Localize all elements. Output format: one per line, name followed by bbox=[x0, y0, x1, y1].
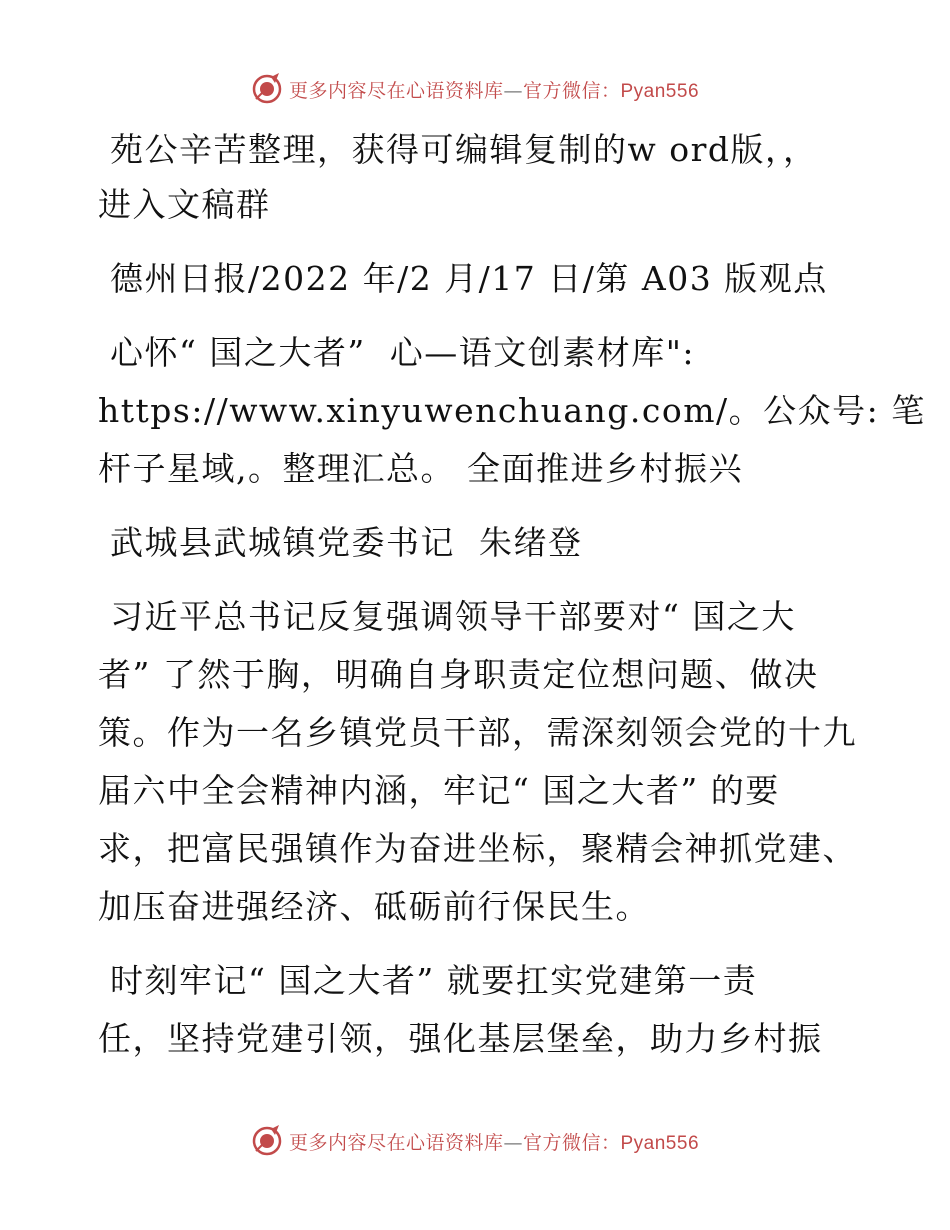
paragraph-1-line-6: 加压奋进强经济、砥砺前行保民生。 bbox=[98, 887, 650, 926]
watermark-text bbox=[289, 76, 699, 103]
body-line-2: 进入文稿群 bbox=[98, 185, 271, 224]
watermark-wechat-label: 官方微信： bbox=[522, 1131, 621, 1154]
paragraph-1-line-3: 策。作为一名乡镇党员干部，需深刻领会党的十九 bbox=[98, 713, 857, 752]
paragraph-1-line-4: 届六中全会精神内涵，牢记“ 国之大者” 的要 bbox=[98, 771, 780, 810]
watermark-main: 更多内容尽在心语资料库 bbox=[288, 79, 504, 102]
paragraph-1-line-2: 者” 了然于胸，明确自身职责定位想问题、做决 bbox=[98, 655, 819, 694]
watermark-footer bbox=[0, 1124, 950, 1158]
body-line-subtitle: 杆子星域,。整理汇总。 全面推进乡村振兴 bbox=[98, 449, 743, 488]
author-byline: 武城县武城镇党委书记 朱绪登 bbox=[98, 523, 583, 562]
watermark-wechat-label: 官方微信： bbox=[522, 79, 621, 102]
quill-seal-icon bbox=[251, 73, 283, 105]
article-title-line: 心怀“ 国之大者” 心—语文创素材库": bbox=[98, 333, 695, 372]
paragraph-2-line-2: 任，坚持党建引领，强化基层堡垒，助力乡村振 bbox=[98, 1019, 823, 1058]
paragraph-2-line-1: 时刻牢记“ 国之大者” 就要扛实党建第一责 bbox=[98, 961, 758, 1000]
paragraph-1-line-5: 求，把富民强镇作为奋进坐标，聚精会神抓党建、 bbox=[98, 829, 857, 868]
watermark-header bbox=[0, 72, 950, 106]
watermark-text bbox=[289, 1128, 699, 1155]
paragraph-1-line-1: 习近平总书记反复强调领导干部要对“ 国之大 bbox=[98, 597, 796, 636]
watermark-wechat-id: Pyan556 bbox=[620, 80, 700, 102]
body-line-url: https://www.xinyuwenchuang.com/。公众号: 笔 bbox=[98, 391, 926, 430]
watermark-separator: — bbox=[503, 1131, 523, 1154]
watermark-main: 更多内容尽在心语资料库 bbox=[288, 1131, 504, 1154]
dateline: 德州日报/2022 年/2 月/17 日/第 A03 版观点 bbox=[98, 259, 828, 298]
watermark-wechat-id: Pyan556 bbox=[620, 1132, 700, 1154]
watermark-separator: — bbox=[503, 79, 523, 102]
body-line-1: 苑公辛苦整理，获得可编辑复制的w ord版，， bbox=[98, 130, 818, 169]
quill-seal-icon bbox=[251, 1125, 283, 1157]
